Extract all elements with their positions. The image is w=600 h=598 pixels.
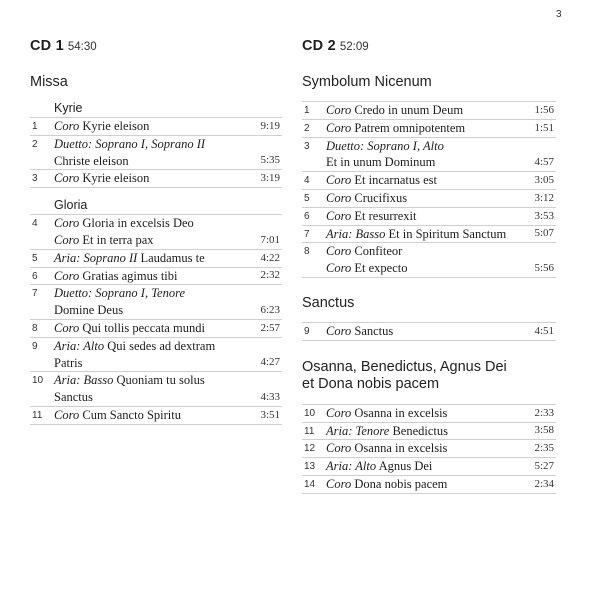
cd2-column (302, 38, 556, 494)
track-number: 4 (304, 175, 310, 187)
track-title-line (302, 458, 556, 475)
track-duration: 4:33 (260, 390, 280, 403)
track-title: Benedictus (392, 423, 448, 438)
track-title-line (302, 260, 556, 277)
track-duration: 1:51 (534, 121, 554, 134)
track-title-line (30, 136, 282, 153)
track-title-line (302, 154, 556, 171)
track-duration: 5:07 (534, 227, 554, 240)
track-row (302, 422, 556, 440)
track-duration: 2:35 (534, 442, 554, 455)
track-title-line (302, 102, 556, 119)
track-title: Sanctus (354, 323, 394, 338)
track-row (302, 137, 556, 172)
track-title-line (30, 250, 282, 267)
track-performer: Coro (54, 119, 80, 133)
track-duration: 2:57 (260, 321, 280, 334)
track-duration: 3:05 (534, 173, 554, 186)
track-row (30, 371, 282, 406)
track-number: 12 (304, 443, 316, 455)
cd2-header (302, 38, 556, 58)
track-title-line (302, 323, 556, 340)
track-number: 9 (304, 325, 310, 337)
track-row (30, 284, 282, 319)
track-title-line (30, 320, 282, 337)
kyrie-title: Kyrie (54, 101, 83, 115)
track-number: 6 (304, 210, 310, 222)
cd1-total-time: 54:30 (67, 41, 97, 53)
track-title-line (30, 355, 282, 372)
symbolum-title: Symbolum Nicenum (302, 74, 432, 90)
track-duration: 2:32 (260, 269, 280, 282)
track-title-line (30, 372, 282, 389)
track-number: 1 (32, 121, 38, 132)
track-title-line (302, 405, 556, 422)
track-number: 11 (32, 409, 43, 421)
track-row (30, 135, 282, 170)
track-performer: Coro (326, 441, 352, 456)
track-title-line (30, 338, 282, 355)
track-number: 11 (304, 425, 315, 437)
track-title: Quoniam tu solus (116, 373, 205, 388)
track-duration: 1:56 (534, 103, 554, 116)
track-performer: Coro (326, 208, 352, 223)
track-number: 7 (32, 288, 38, 300)
track-title-line (302, 476, 556, 493)
track-row (30, 117, 282, 135)
track-duration: 3:53 (534, 209, 554, 222)
track-row (302, 189, 556, 207)
track-performer: Coro (54, 216, 80, 231)
track-title: Dona nobis pacem (354, 476, 448, 491)
track-row (302, 101, 556, 119)
track-title-line (30, 302, 282, 319)
track-performer: Coro (326, 173, 352, 188)
track-title-line (302, 138, 556, 155)
track-performer: Duetto: Soprano I, Tenore (54, 286, 186, 301)
track-row (30, 406, 282, 425)
track-title-line (30, 389, 282, 406)
cd1-header (30, 38, 282, 58)
track-performer: Aria: Basso (326, 226, 386, 241)
track-title-line (302, 172, 556, 189)
track-title: Agnus Dei (378, 459, 433, 474)
track-row (302, 171, 556, 189)
track-title: Qui tollis peccata mundi (82, 320, 205, 335)
track-performer: Coro (326, 103, 352, 117)
track-duration: 3:51 (260, 408, 280, 421)
track-row (30, 214, 282, 249)
kyrie-tracklist (30, 117, 282, 188)
gloria-title: Gloria (54, 198, 88, 213)
page-number: 3 (556, 9, 562, 20)
track-title: Et in unum Dominum (326, 155, 436, 170)
track-number: 2 (32, 138, 38, 150)
track-row (302, 475, 556, 494)
track-title: Crucifixus (354, 190, 408, 205)
track-duration: 2:33 (534, 406, 554, 419)
track-title-line (302, 208, 556, 225)
track-title: Confiteor (354, 244, 403, 259)
track-duration: 2:34 (534, 477, 554, 490)
track-title: Credo in unum Deum (354, 103, 464, 117)
track-title-line (302, 190, 556, 207)
track-duration: 6:23 (260, 303, 280, 316)
track-title-line (30, 407, 282, 424)
track-title-line (302, 440, 556, 457)
track-row (30, 319, 282, 337)
track-performer: Aria: Alto (54, 338, 105, 353)
track-number: 14 (304, 478, 316, 490)
track-performer: Aria: Tenore (326, 423, 390, 438)
track-performer: Coro (54, 268, 80, 283)
track-number: 5 (32, 252, 38, 264)
track-number: 10 (304, 407, 316, 419)
track-title-line (302, 243, 556, 260)
track-title-line (302, 120, 556, 137)
track-number: 4 (32, 218, 38, 230)
track-number: 10 (32, 375, 44, 387)
track-title: Et incarnatus est (354, 173, 437, 188)
track-duration: 3:19 (260, 172, 280, 185)
track-duration: 5:27 (534, 459, 554, 472)
track-number: 7 (304, 228, 310, 240)
track-title-line (302, 423, 556, 440)
track-title-line (30, 170, 282, 187)
track-title: Patris (54, 355, 83, 370)
track-title: Et in terra pax (82, 232, 154, 247)
osanna-title-line2: et Dona nobis pacem (302, 375, 440, 392)
track-title: Osanna in excelsis (354, 441, 448, 456)
track-performer: Coro (326, 190, 352, 205)
track-performer: Aria: Soprano II (54, 250, 138, 265)
track-duration: 3:12 (534, 191, 554, 204)
cd1-column (30, 38, 282, 425)
track-title: Et expecto (354, 261, 408, 276)
track-number: 13 (304, 461, 316, 473)
track-row (302, 242, 556, 278)
track-performer: Coro (326, 476, 352, 491)
track-title: Patrem omnipotentem (354, 120, 466, 135)
track-number: 2 (304, 122, 310, 134)
track-row (30, 249, 282, 267)
track-title: Sanctus (54, 390, 93, 405)
track-row (302, 119, 556, 137)
cd1-label: CD 1 (30, 38, 64, 54)
track-title: Cum Sancto Spiritu (82, 407, 181, 422)
track-number: 3 (304, 140, 310, 152)
track-performer: Coro (326, 323, 352, 338)
track-title: Kyrie eleison (82, 171, 150, 186)
track-number: 5 (304, 192, 310, 204)
track-duration: 4:51 (534, 324, 554, 337)
track-title: Gloria in excelsis Deo (82, 216, 194, 231)
sanctus-tracklist (302, 322, 556, 341)
sanctus-title: Sanctus (302, 294, 355, 311)
track-duration: 9:19 (260, 119, 280, 132)
track-performer: Duetto: Soprano I, Alto (326, 138, 444, 153)
track-title: Laudamus te (140, 250, 205, 265)
track-performer: Coro (54, 232, 80, 247)
track-performer: Coro (326, 120, 352, 135)
track-title: Qui sedes ad dextram (107, 338, 216, 353)
osanna-tracklist (302, 404, 556, 494)
track-performer: Aria: Alto (326, 459, 377, 474)
osanna-title (302, 359, 556, 393)
track-row (302, 404, 556, 422)
track-number: 8 (304, 246, 310, 258)
symbolum-tracklist (302, 101, 556, 278)
track-row (302, 207, 556, 225)
track-title-line (30, 232, 282, 249)
track-duration: 4:22 (260, 251, 280, 264)
track-title-line (30, 215, 282, 232)
track-title: Kyrie eleison (82, 119, 150, 133)
track-row (302, 225, 556, 243)
cd2-total-time: 52:09 (339, 41, 369, 53)
track-row (302, 322, 556, 341)
track-title: Gratias agimus tibi (82, 268, 178, 283)
track-performer: Coro (326, 244, 352, 259)
track-performer: Coro (326, 261, 352, 276)
track-performer: Coro (54, 320, 80, 335)
track-duration: 5:56 (534, 261, 554, 274)
track-number: 9 (32, 340, 38, 352)
track-duration: 5:35 (260, 154, 280, 167)
track-duration: 3:58 (534, 424, 554, 437)
track-row (30, 169, 282, 188)
track-number: 6 (32, 270, 38, 282)
track-performer: Coro (54, 171, 80, 186)
track-performer: Coro (326, 405, 352, 420)
track-title-line (302, 226, 556, 243)
track-row (302, 439, 556, 457)
track-title-line (30, 268, 282, 285)
track-title-line (30, 118, 282, 135)
track-row (30, 267, 282, 285)
track-title: Domine Deus (54, 303, 124, 318)
track-title: Et resurrexit (354, 208, 417, 223)
track-performer: Aria: Basso (54, 373, 114, 388)
track-title: Christe eleison (54, 153, 129, 168)
track-title: Et in Spiritum Sanctum (388, 226, 507, 241)
track-duration: 4:57 (534, 156, 554, 169)
cd2-label: CD 2 (302, 38, 336, 54)
track-number: 3 (32, 173, 38, 185)
track-duration: 4:27 (260, 356, 280, 369)
track-row (30, 337, 282, 372)
track-title-line (30, 285, 282, 302)
track-performer: Coro (54, 407, 80, 422)
track-title: Osanna in excelsis (354, 405, 448, 420)
gloria-tracklist (30, 214, 282, 425)
part-missa-title: Missa (30, 74, 68, 90)
track-duration: 7:01 (260, 233, 280, 246)
osanna-title-line1: Osanna, Benedictus, Agnus Dei (302, 358, 507, 375)
track-row (302, 457, 556, 475)
track-performer: Duetto: Soprano I, Soprano II (54, 136, 206, 151)
track-title-line (30, 153, 282, 170)
track-number: 1 (304, 105, 310, 116)
track-number: 8 (32, 322, 38, 334)
